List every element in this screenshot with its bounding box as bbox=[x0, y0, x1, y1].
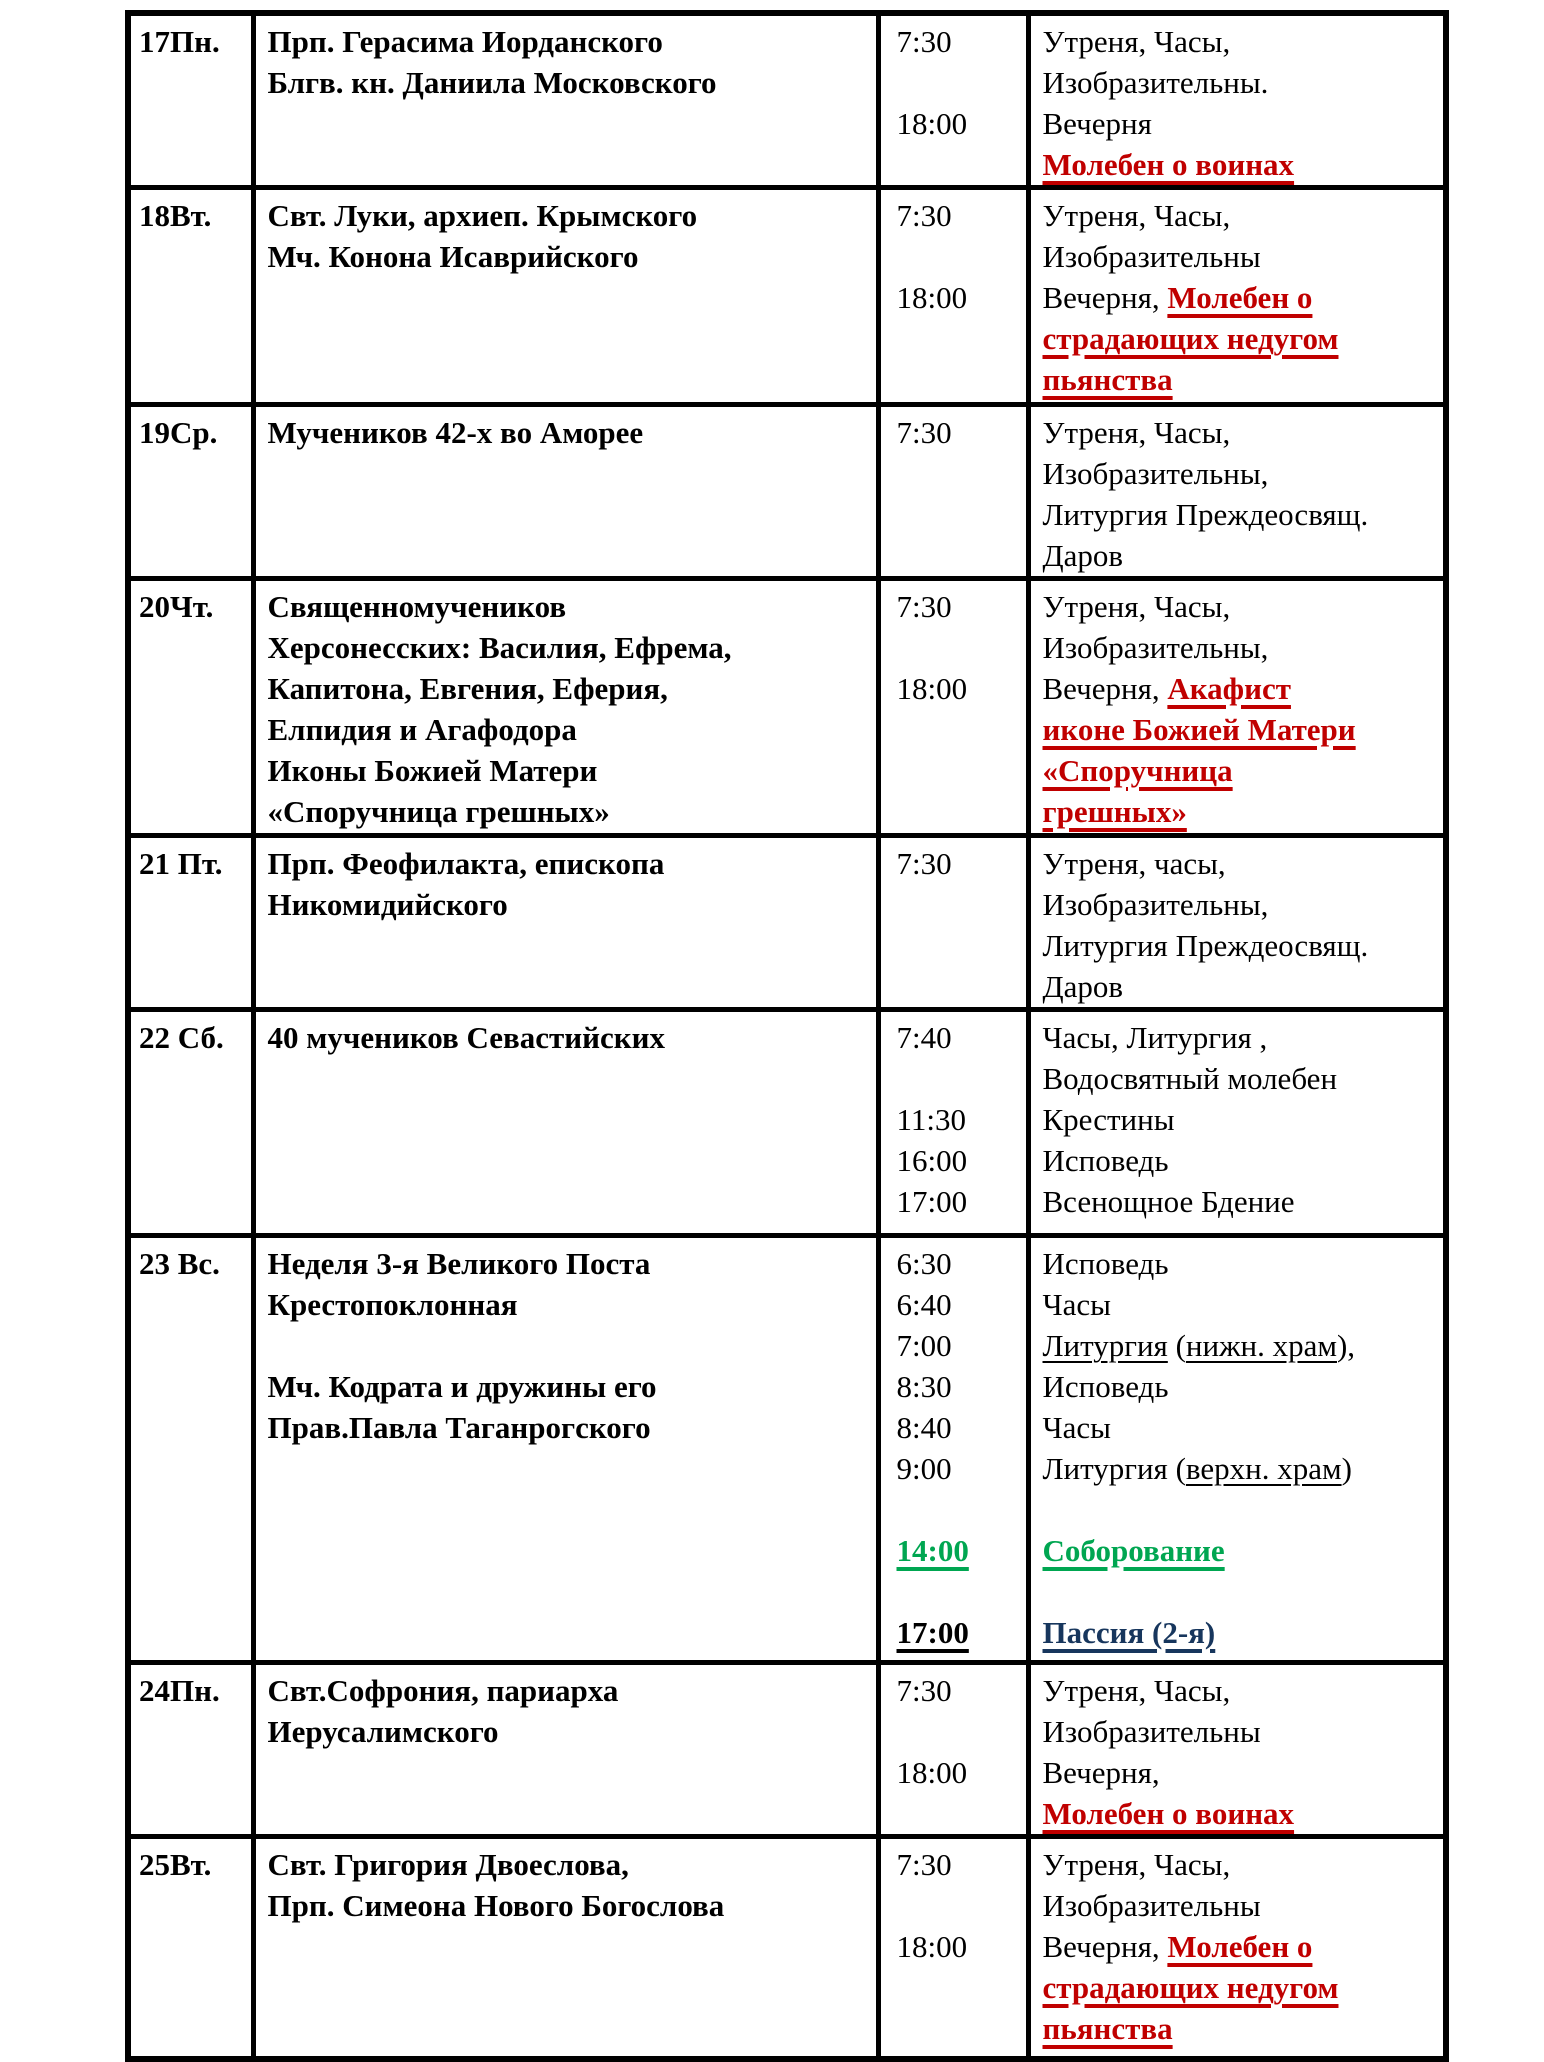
service-line bbox=[1043, 1885, 1436, 1926]
service-line bbox=[1043, 1530, 1436, 1571]
service-text: 18:00 bbox=[896, 106, 968, 141]
service-line bbox=[1043, 1243, 1436, 1284]
service-text: 7:30 bbox=[896, 1847, 952, 1882]
service-line bbox=[1043, 1793, 1436, 1834]
service-line bbox=[1043, 62, 1436, 103]
service-text: ) bbox=[1341, 1451, 1352, 1486]
feast-line bbox=[268, 1711, 870, 1752]
date-cell bbox=[128, 1663, 253, 1837]
date-cell bbox=[128, 1837, 253, 2059]
service-text: 20Чт. bbox=[139, 589, 214, 624]
time-value bbox=[897, 1284, 1020, 1325]
time-cell bbox=[878, 1010, 1028, 1236]
highlighted-service-navy: Пассия (2-я) bbox=[1042, 1615, 1216, 1650]
underlined-text: 17:00 bbox=[896, 1615, 969, 1650]
time-value bbox=[897, 62, 1020, 103]
service-line bbox=[1043, 1844, 1436, 1885]
service-line bbox=[1043, 103, 1436, 144]
feast-cell bbox=[253, 405, 878, 579]
time-value bbox=[897, 412, 1020, 453]
time-value bbox=[897, 195, 1020, 236]
service-text: Изобразительны bbox=[1042, 1714, 1261, 1749]
service-text: Литургия ( bbox=[1042, 1451, 1186, 1486]
date-label bbox=[139, 1844, 245, 1885]
service-line bbox=[1043, 1140, 1436, 1181]
feast-cell bbox=[253, 1010, 878, 1236]
feast-line bbox=[268, 1366, 870, 1407]
feast-cell bbox=[253, 836, 878, 1010]
service-line bbox=[1043, 791, 1436, 832]
feast-line bbox=[268, 62, 870, 103]
feast-line bbox=[268, 1670, 870, 1711]
service-text: 18:00 bbox=[896, 280, 968, 315]
services-cell bbox=[1028, 1837, 1446, 2059]
service-text: 7:30 bbox=[896, 415, 952, 450]
schedule-table bbox=[125, 10, 1449, 2062]
service-text: 19Ср. bbox=[139, 415, 218, 450]
time-value bbox=[897, 1448, 1020, 1489]
service-text: Литургия Преждеосвящ. bbox=[1042, 497, 1369, 532]
time-value bbox=[897, 1571, 1020, 1612]
service-text: Утреня, Часы, bbox=[1042, 198, 1231, 233]
time-value bbox=[897, 277, 1020, 318]
service-line bbox=[1043, 1489, 1436, 1530]
schedule-row bbox=[128, 1663, 1446, 1837]
date-label bbox=[139, 1017, 245, 1058]
service-text: Утреня, Часы, bbox=[1042, 589, 1231, 624]
time-cell bbox=[878, 188, 1028, 405]
service-line bbox=[1043, 1325, 1436, 1366]
time-value bbox=[897, 1099, 1020, 1140]
time-value bbox=[897, 21, 1020, 62]
highlighted-service-red: страдающих недугом bbox=[1042, 321, 1339, 356]
schedule-row bbox=[128, 405, 1446, 579]
feast-line bbox=[268, 1284, 870, 1325]
service-line bbox=[1043, 1571, 1436, 1612]
service-line bbox=[1043, 1711, 1436, 1752]
service-text: Мч. Конона Исаврийского bbox=[267, 239, 639, 274]
service-line bbox=[1043, 453, 1436, 494]
feast-line bbox=[268, 884, 870, 925]
date-label bbox=[139, 195, 245, 236]
service-text: Вечерня, bbox=[1042, 280, 1168, 315]
service-text: Вечерня bbox=[1042, 106, 1152, 141]
service-text: Елпидия и Агафодора bbox=[267, 712, 577, 747]
service-line bbox=[1043, 1407, 1436, 1448]
service-text: Литургия Преждеосвящ. bbox=[1042, 928, 1369, 963]
service-text: 6:30 bbox=[896, 1246, 952, 1281]
time-value bbox=[897, 1325, 1020, 1366]
highlighted-service-red: Молебен о bbox=[1167, 280, 1313, 315]
feast-cell bbox=[253, 1663, 878, 1837]
services-cell bbox=[1028, 1663, 1446, 1837]
time-cell bbox=[878, 1236, 1028, 1663]
service-text: Неделя 3-я Великого Поста bbox=[267, 1246, 651, 1281]
feast-line bbox=[268, 1407, 870, 1448]
service-text: 6:40 bbox=[896, 1287, 952, 1322]
service-text: Утреня, часы, bbox=[1042, 846, 1226, 881]
service-line bbox=[1043, 21, 1436, 62]
date-cell bbox=[128, 836, 253, 1010]
service-line bbox=[1043, 627, 1436, 668]
service-line bbox=[1043, 709, 1436, 750]
service-text: Утреня, Часы, bbox=[1042, 24, 1231, 59]
time-value bbox=[897, 1243, 1020, 1284]
highlighted-service-green: Соборование bbox=[1042, 1533, 1225, 1568]
service-text: 18:00 bbox=[896, 1755, 968, 1790]
service-line bbox=[1043, 1058, 1436, 1099]
service-line bbox=[1043, 925, 1436, 966]
service-line bbox=[1043, 668, 1436, 709]
service-line bbox=[1043, 884, 1436, 925]
services-cell bbox=[1028, 405, 1446, 579]
time-value bbox=[897, 1366, 1020, 1407]
service-text: Даров bbox=[1042, 538, 1124, 573]
services-cell bbox=[1028, 579, 1446, 836]
time-value bbox=[897, 103, 1020, 144]
service-text: Свт.Софрония, париарха bbox=[267, 1673, 619, 1708]
service-text: 7:30 bbox=[896, 198, 952, 233]
date-label bbox=[139, 21, 245, 62]
time-value bbox=[897, 1530, 1020, 1571]
service-text: Изобразительны bbox=[1042, 1888, 1261, 1923]
service-line bbox=[1043, 195, 1436, 236]
service-line bbox=[1043, 236, 1436, 277]
service-line bbox=[1043, 494, 1436, 535]
underlined-text: Литургия bbox=[1042, 1328, 1168, 1363]
service-line bbox=[1043, 277, 1436, 318]
time-value bbox=[897, 627, 1020, 668]
feast-line bbox=[268, 1844, 870, 1885]
highlighted-service-red: Молебен о bbox=[1167, 1929, 1313, 1964]
service-text: Свт. Григория Двоеслова, bbox=[267, 1847, 629, 1882]
date-cell bbox=[128, 1010, 253, 1236]
service-text: Свт. Луки, архиеп. Крымского bbox=[267, 198, 698, 233]
date-label bbox=[139, 586, 245, 627]
service-line bbox=[1043, 586, 1436, 627]
schedule-row bbox=[128, 579, 1446, 836]
service-text: 18:00 bbox=[896, 671, 968, 706]
service-line bbox=[1043, 1366, 1436, 1407]
highlighted-service-red: Молебен о воинах bbox=[1042, 1796, 1295, 1831]
feast-line bbox=[268, 709, 870, 750]
service-text: Капитона, Евгения, Еферия, bbox=[267, 671, 668, 706]
service-text: Крестопоклонная bbox=[267, 1287, 518, 1322]
service-line bbox=[1043, 1284, 1436, 1325]
service-line bbox=[1043, 412, 1436, 453]
service-text: Прп. Симеона Нового Богослова bbox=[267, 1888, 725, 1923]
time-cell bbox=[878, 1663, 1028, 1837]
time-value bbox=[897, 1752, 1020, 1793]
service-text: 21 Пт. bbox=[139, 846, 223, 881]
highlighted-service-red: страдающих недугом bbox=[1042, 1970, 1339, 2005]
service-text: Вечерня, bbox=[1042, 1755, 1160, 1790]
date-label bbox=[139, 1670, 245, 1711]
service-text: Вечерня, bbox=[1042, 671, 1168, 706]
service-line bbox=[1043, 1448, 1436, 1489]
service-text: Всенощное Бдение bbox=[1042, 1184, 1295, 1219]
service-text: 7:30 bbox=[896, 846, 952, 881]
feast-cell bbox=[253, 1236, 878, 1663]
feast-line bbox=[268, 412, 870, 453]
service-line bbox=[1043, 359, 1436, 400]
service-text: 7:40 bbox=[896, 1020, 952, 1055]
service-line bbox=[1043, 144, 1436, 185]
highlighted-service-red: пьянства bbox=[1042, 2011, 1173, 2046]
feast-line bbox=[268, 843, 870, 884]
time-value bbox=[897, 1926, 1020, 1967]
services-cell bbox=[1028, 1236, 1446, 1663]
time-value bbox=[897, 1711, 1020, 1752]
services-cell bbox=[1028, 13, 1446, 188]
feast-line bbox=[268, 1243, 870, 1284]
underlined-text: верхн. храм bbox=[1185, 1451, 1342, 1486]
highlighted-service-red: грешных» bbox=[1042, 794, 1187, 829]
service-text: 8:40 bbox=[896, 1410, 952, 1445]
service-line bbox=[1043, 966, 1436, 1007]
time-value bbox=[897, 1140, 1020, 1181]
time-value bbox=[897, 1017, 1020, 1058]
service-text: Священномучеников bbox=[267, 589, 567, 624]
feast-line bbox=[268, 750, 870, 791]
feast-line bbox=[268, 1885, 870, 1926]
service-text: 7:00 bbox=[896, 1328, 952, 1363]
service-text: «Споручница грешных» bbox=[267, 794, 610, 829]
service-text: Утреня, Часы, bbox=[1042, 1847, 1231, 1882]
feast-line bbox=[268, 236, 870, 277]
service-text: Вечерня, bbox=[1042, 1929, 1168, 1964]
highlighted-service-red: пьянства bbox=[1042, 362, 1173, 397]
highlighted-service-red: Молебен о воинах bbox=[1042, 147, 1295, 182]
service-text: Херсонесских: Василия, Ефрема, bbox=[267, 630, 732, 665]
schedule-row bbox=[128, 1837, 1446, 2059]
feast-line bbox=[268, 1325, 870, 1366]
service-text: ( bbox=[1167, 1328, 1186, 1363]
time-value bbox=[897, 586, 1020, 627]
feast-cell bbox=[253, 579, 878, 836]
service-line bbox=[1043, 1670, 1436, 1711]
service-text: 7:30 bbox=[896, 589, 952, 624]
date-label bbox=[139, 412, 245, 453]
service-text: Мучеников 42-х во Аморее bbox=[267, 415, 644, 450]
time-cell bbox=[878, 579, 1028, 836]
service-text: Иконы Божией Матери bbox=[267, 753, 598, 788]
service-line bbox=[1043, 1967, 1436, 2008]
time-cell bbox=[878, 405, 1028, 579]
service-line bbox=[1043, 1181, 1436, 1222]
service-text: ), bbox=[1336, 1328, 1356, 1363]
service-text: Изобразительны bbox=[1042, 239, 1261, 274]
service-text: Часы bbox=[1042, 1410, 1111, 1445]
time-value bbox=[897, 1612, 1020, 1653]
service-text: 8:30 bbox=[896, 1369, 952, 1404]
service-text: Исповедь bbox=[1042, 1143, 1169, 1178]
schedule-row bbox=[128, 1236, 1446, 1663]
feast-line bbox=[268, 21, 870, 62]
service-line bbox=[1043, 1612, 1436, 1653]
service-text: Изобразительны, bbox=[1042, 887, 1269, 922]
service-text: Часы bbox=[1042, 1287, 1111, 1322]
feast-line bbox=[268, 627, 870, 668]
time-cell bbox=[878, 836, 1028, 1010]
feast-cell bbox=[253, 13, 878, 188]
service-text: Прав.Павла Таганрогского bbox=[267, 1410, 651, 1445]
feast-cell bbox=[253, 188, 878, 405]
service-text: 25Вт. bbox=[139, 1847, 212, 1882]
time-value bbox=[897, 1885, 1020, 1926]
feast-line bbox=[268, 791, 870, 832]
service-text: 24Пн. bbox=[139, 1673, 220, 1708]
time-value bbox=[897, 236, 1020, 277]
highlighted-service-green: 14:00 bbox=[896, 1533, 969, 1568]
service-text: Иерусалимского bbox=[267, 1714, 499, 1749]
time-value bbox=[897, 1489, 1020, 1530]
service-text: 18:00 bbox=[896, 1929, 968, 1964]
service-text: Изобразительны, bbox=[1042, 456, 1269, 491]
service-text: Мч. Кодрата и дружины его bbox=[267, 1369, 657, 1404]
service-text: Прп. Феофилакта, епископа bbox=[267, 846, 665, 881]
services-cell bbox=[1028, 188, 1446, 405]
schedule-row bbox=[128, 188, 1446, 405]
feast-line bbox=[268, 195, 870, 236]
feast-line bbox=[268, 668, 870, 709]
service-text: Крестины bbox=[1042, 1102, 1175, 1137]
service-line bbox=[1043, 1926, 1436, 1967]
date-cell bbox=[128, 188, 253, 405]
highlighted-service-red: иконе Божией Матери bbox=[1042, 712, 1356, 747]
service-text: Часы, Литургия , bbox=[1042, 1020, 1268, 1055]
service-line bbox=[1043, 2008, 1436, 2049]
service-text: 9:00 bbox=[896, 1451, 952, 1486]
date-label bbox=[139, 843, 245, 884]
time-value bbox=[897, 1181, 1020, 1222]
service-line bbox=[1043, 318, 1436, 359]
feast-line bbox=[268, 1017, 870, 1058]
date-label bbox=[139, 1243, 245, 1284]
time-value bbox=[897, 668, 1020, 709]
service-line bbox=[1043, 1099, 1436, 1140]
service-text: Никомидийского bbox=[267, 887, 508, 922]
service-text: 7:30 bbox=[896, 1673, 952, 1708]
date-cell bbox=[128, 1236, 253, 1663]
time-value bbox=[897, 1670, 1020, 1711]
date-cell bbox=[128, 405, 253, 579]
time-cell bbox=[878, 13, 1028, 188]
service-text: Даров bbox=[1042, 969, 1124, 1004]
services-cell bbox=[1028, 1010, 1446, 1236]
service-text: Исповедь bbox=[1042, 1246, 1169, 1281]
service-line bbox=[1043, 1752, 1436, 1793]
service-text: Прп. Герасима Иорданского bbox=[267, 24, 663, 59]
underlined-text: нижн. храм bbox=[1185, 1328, 1337, 1363]
feast-cell bbox=[253, 1837, 878, 2059]
schedule-table-body bbox=[128, 13, 1446, 2059]
time-value bbox=[897, 1407, 1020, 1448]
service-text: 16:00 bbox=[896, 1143, 968, 1178]
service-text: 40 мучеников Севастийских bbox=[267, 1020, 665, 1055]
highlighted-service-red: «Споручница bbox=[1042, 753, 1233, 788]
services-cell bbox=[1028, 836, 1446, 1010]
service-text: Утреня, Часы, bbox=[1042, 1673, 1231, 1708]
service-text: 17Пн. bbox=[139, 24, 220, 59]
service-line bbox=[1043, 535, 1436, 576]
service-text: 18Вт. bbox=[139, 198, 212, 233]
service-line bbox=[1043, 843, 1436, 884]
service-line bbox=[1043, 1017, 1436, 1058]
time-value bbox=[897, 1058, 1020, 1099]
service-line bbox=[1043, 750, 1436, 791]
service-text: 22 Сб. bbox=[139, 1020, 224, 1055]
service-text: Исповедь bbox=[1042, 1369, 1169, 1404]
date-cell bbox=[128, 579, 253, 836]
service-text: 17:00 bbox=[896, 1184, 968, 1219]
time-value bbox=[897, 1844, 1020, 1885]
service-text: 23 Вс. bbox=[139, 1246, 220, 1281]
service-text: Водосвятный молебен bbox=[1042, 1061, 1338, 1096]
time-value bbox=[897, 843, 1020, 884]
service-text: 11:30 bbox=[896, 1102, 966, 1137]
schedule-row bbox=[128, 1010, 1446, 1236]
feast-line bbox=[268, 586, 870, 627]
time-cell bbox=[878, 1837, 1028, 2059]
service-text: Блгв. кн. Даниила Московского bbox=[267, 65, 717, 100]
service-text: Изобразительны. bbox=[1042, 65, 1269, 100]
service-text: Утреня, Часы, bbox=[1042, 415, 1231, 450]
service-text: Изобразительны, bbox=[1042, 630, 1269, 665]
schedule-row bbox=[128, 836, 1446, 1010]
highlighted-service-red: Акафист bbox=[1167, 671, 1291, 706]
service-text: 7:30 bbox=[896, 24, 952, 59]
schedule-row bbox=[128, 13, 1446, 188]
date-cell bbox=[128, 13, 253, 188]
